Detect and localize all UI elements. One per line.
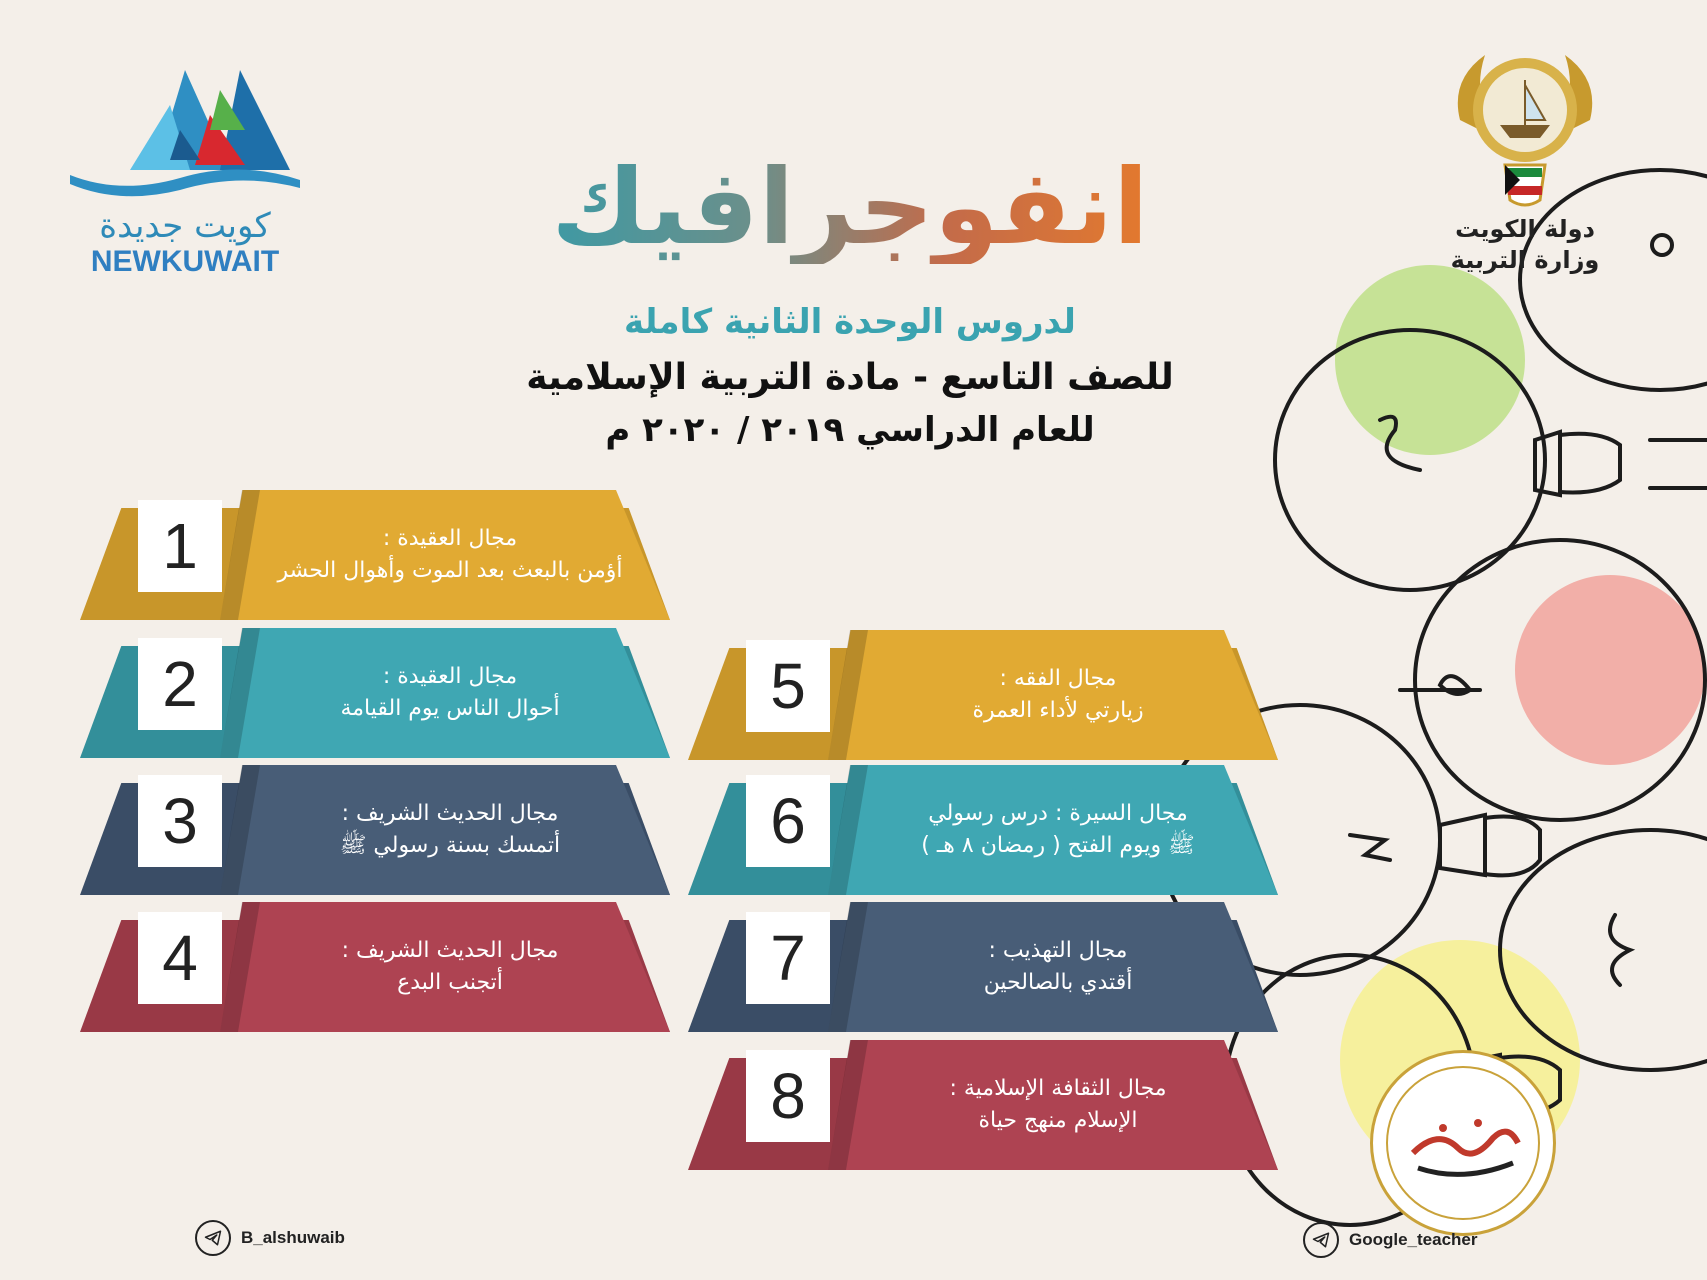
lesson-body: أتمسك بسنة رسولي ﷺ — [339, 833, 561, 858]
lesson-number: 5 — [746, 640, 830, 732]
footer-handle-right[interactable] — [1303, 1222, 1478, 1258]
handle-text: B_alshuwaib — [241, 1228, 345, 1247]
lesson-title: مجال السيرة : درس رسولي — [928, 801, 1188, 827]
subtitle-unit: لدروس الوحدة الثانية كاملة — [624, 302, 1076, 342]
lesson-body: زيارتي لأداء العمرة — [972, 698, 1144, 723]
lesson-body: أقتدي بالصالحين — [983, 970, 1133, 995]
lesson-number: 7 — [746, 912, 830, 1004]
lesson-item-2 — [80, 628, 670, 758]
lesson-item-8 — [688, 1040, 1278, 1170]
lesson-item-5 — [688, 630, 1278, 760]
lesson-title: مجال الحديث الشريف : — [341, 938, 559, 964]
lesson-item-7 — [688, 902, 1278, 1032]
lesson-title: مجال الثقافة الإسلامية : — [949, 1076, 1167, 1102]
lesson-number: 3 — [138, 775, 222, 867]
lesson-item-6 — [688, 765, 1278, 895]
lesson-number: 4 — [138, 912, 222, 1004]
newkuwait-arabic-text: كويت جديدة — [99, 206, 271, 246]
lesson-title: مجال التهذيب : — [988, 938, 1128, 964]
newkuwait-english-text: NEWKUWAIT — [90, 245, 280, 279]
telegram-icon — [1303, 1222, 1339, 1258]
lesson-body: أؤمن بالبعث بعد الموت وأهوال الحشر — [277, 558, 623, 583]
lesson-number: 2 — [138, 638, 222, 730]
handle-text: Google_teacher — [1349, 1230, 1478, 1249]
telegram-icon — [195, 1220, 231, 1256]
stamp-logo — [1398, 1098, 1528, 1188]
page-title: انفوجرافيك — [540, 150, 1160, 264]
subtitle-grade-subject: للصف التاسع - مادة التربية الإسلامية — [526, 357, 1174, 398]
ministry-emblem — [1440, 40, 1610, 276]
lesson-title: مجال العقيدة : — [382, 664, 518, 690]
lesson-body: أتجنب البدع — [397, 970, 503, 995]
newkuwait-logo — [60, 60, 310, 279]
lesson-item-4 — [80, 902, 670, 1032]
lesson-number: 8 — [746, 1050, 830, 1142]
lesson-body: ﷺ ويوم الفتح ( رمضان ٨ هـ ) — [921, 833, 1195, 858]
lesson-body: أحوال الناس يوم القيامة — [340, 696, 560, 721]
lesson-title: مجال الفقه : — [999, 666, 1117, 692]
sail-boat-icon — [60, 60, 310, 200]
ministry-name-line2: وزارة التربية — [1450, 246, 1600, 275]
lesson-item-3 — [80, 765, 670, 895]
lesson-item-1 — [80, 490, 670, 620]
lesson-title: مجال الحديث الشريف : — [341, 801, 559, 827]
kuwait-emblem-icon — [1440, 40, 1610, 210]
lesson-number: 6 — [746, 775, 830, 867]
lesson-title: مجال العقيدة : — [382, 526, 518, 552]
teacher-stamp — [1370, 1050, 1556, 1236]
subtitle-school-year: للعام الدراسي ٢٠١٩ / ٢٠٢٠ م — [605, 410, 1095, 450]
ministry-name-line1: دولة الكويت — [1455, 215, 1595, 243]
lesson-body: الإسلام منهج حياة — [978, 1108, 1138, 1133]
lesson-number: 1 — [138, 500, 222, 592]
footer-handle-left[interactable] — [195, 1220, 345, 1256]
